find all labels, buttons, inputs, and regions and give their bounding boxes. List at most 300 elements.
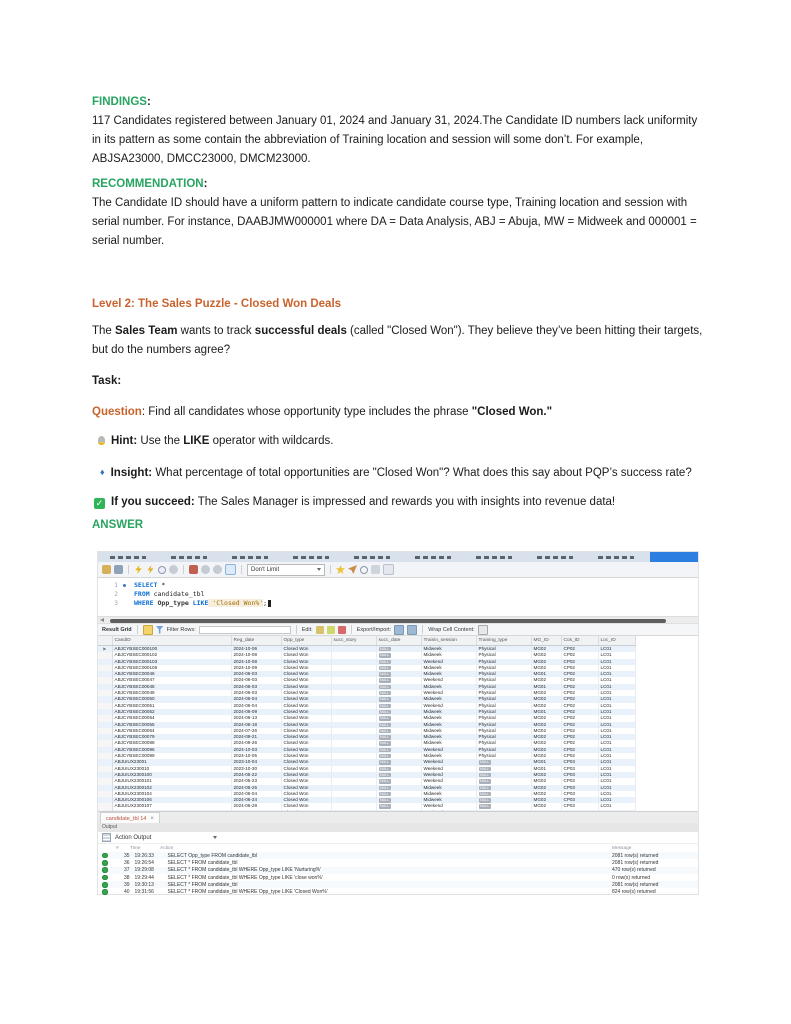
search-icon[interactable]	[360, 566, 368, 574]
cell-opp-type[interactable]: Closed Won	[281, 803, 331, 809]
stack-icon	[102, 833, 111, 842]
cell-training-type[interactable]: Physical	[476, 753, 531, 759]
cell-reg-date[interactable]: 2024-06-28	[231, 803, 281, 809]
cell-cos-id[interactable]: CP02	[561, 690, 598, 696]
column-header[interactable]: Loc_ID	[598, 636, 635, 646]
sql-line-1: 1 SELECT *	[114, 581, 166, 589]
cell-cos-id[interactable]: CP02	[561, 709, 598, 715]
cell-candid[interactable]: ABJCYBSEC00046	[112, 671, 231, 677]
cell-trainin-session[interactable]: Weekend	[421, 659, 476, 665]
cell-loc-id[interactable]: LC01	[598, 785, 635, 791]
scroll-left-icon[interactable]	[100, 618, 104, 622]
cell-loc-id[interactable]: LC01	[598, 696, 635, 702]
cell-cos-id[interactable]: CP03	[561, 759, 598, 765]
execute-query-icon[interactable]	[134, 565, 143, 574]
cell-loc-id[interactable]: LC01	[598, 703, 635, 709]
cell-training-type[interactable]: Physical	[476, 709, 531, 715]
cell-reg-date[interactable]: 2024-09-21	[231, 734, 281, 740]
column-header[interactable]: Opp_type	[281, 636, 331, 646]
cell-trainin-session[interactable]: Midweek	[421, 646, 476, 653]
cell-cos-id[interactable]: CP02	[561, 722, 598, 728]
cell-reg-date[interactable]: 2024-06-04	[231, 696, 281, 702]
cell-candid[interactable]: ABJCYBSEC00051	[112, 703, 231, 709]
cell-trainin-session[interactable]: Weekend	[421, 747, 476, 753]
cell-training-type[interactable]: Physical	[476, 690, 531, 696]
invisible-characters-icon[interactable]	[371, 565, 380, 574]
commit-icon[interactable]	[201, 565, 210, 574]
cell-opp-type[interactable]: Closed Won	[281, 665, 331, 671]
cell-candid[interactable]: ABJUIUX2300101	[112, 778, 231, 784]
column-header[interactable]: succ_date	[376, 636, 421, 646]
answer-heading: ANSWER	[92, 519, 144, 531]
cell-candid[interactable]: ABJCYBSEC00052	[112, 709, 231, 715]
cell-mg-id[interactable]: MG02	[531, 652, 561, 658]
chevron-down-icon	[213, 836, 217, 839]
cell-cos-id[interactable]: CP03	[561, 772, 598, 778]
cell-cos-id[interactable]: CP02	[561, 734, 598, 740]
output-log-row[interactable]: 36 19:26:54 SELECT * FROM candidate_tbl 2081 row(s) returned	[98, 859, 698, 866]
cell-reg-date[interactable]: 2024-10-08	[231, 659, 281, 665]
cell-loc-id[interactable]: LC01	[598, 728, 635, 734]
cell-cos-id[interactable]: CP03	[561, 778, 598, 784]
cell-candid[interactable]: ABJCYBSEC00079	[112, 734, 231, 740]
cell-succ-date[interactable]	[376, 646, 421, 653]
workbench-screenshot	[97, 551, 699, 895]
query-tab[interactable]	[598, 556, 634, 559]
cell-trainin-session[interactable]: Midweek	[421, 785, 476, 791]
null-badge: NULL	[480, 766, 490, 771]
cell-candid[interactable]: ABJCYBSEC00088	[112, 740, 231, 746]
cell-opp-type[interactable]: Closed Won	[281, 753, 331, 759]
null-badge: NULL	[380, 766, 390, 771]
export-import-label: Export/Import:	[356, 626, 392, 633]
cell-loc-id[interactable]: LC01	[598, 803, 635, 809]
cell-opp-type[interactable]: Closed Won	[281, 684, 331, 690]
cell-cos-id[interactable]: CP02	[561, 665, 598, 671]
cell-candid[interactable]: ABJCYBSEC00096	[112, 747, 231, 753]
cell-mg-id[interactable]: MG02	[531, 646, 561, 653]
cell-loc-id[interactable]: LC01	[598, 690, 635, 696]
cell-trainin-session[interactable]: Midweek	[421, 740, 476, 746]
edit-label: Edit:	[301, 626, 313, 633]
diamond-icon: ♦	[100, 467, 105, 477]
cell-opp-type[interactable]: Closed Won	[281, 659, 331, 665]
stop-on-error-icon[interactable]	[189, 565, 198, 574]
cell-reg-date[interactable]: 2024-05-25	[231, 785, 281, 791]
cell-opp-type[interactable]: Closed Won	[281, 696, 331, 702]
cell-trainin-session[interactable]: Midweek	[421, 797, 476, 803]
cell-cos-id[interactable]: CP02	[561, 696, 598, 702]
column-header[interactable]: CandID	[112, 636, 231, 646]
cell-reg-date[interactable]: 2024-06-09	[231, 709, 281, 715]
cell-cos-id[interactable]: CP02	[561, 671, 598, 677]
cell-opp-type[interactable]: Closed Won	[281, 709, 331, 715]
cell-mg-id[interactable]: MG02	[531, 791, 561, 797]
cell-mg-id[interactable]: MG02	[531, 690, 561, 696]
cell-mg-id[interactable]: MG02	[531, 772, 561, 778]
cell-candid[interactable]: ABJCYBSEC000103	[112, 659, 231, 665]
add-row-icon[interactable]	[327, 626, 335, 634]
query-tab[interactable]	[354, 556, 390, 559]
column-header[interactable]: Training_type	[476, 636, 531, 646]
open-script-icon[interactable]	[102, 565, 111, 574]
column-header[interactable]: succ_story	[331, 636, 376, 646]
cell-cos-id[interactable]: CP03	[561, 791, 598, 797]
cell-trainin-session[interactable]: Weekend	[421, 778, 476, 784]
cell-reg-date[interactable]: 2024-06-03	[231, 684, 281, 690]
cell-trainin-session[interactable]: Midweek	[421, 709, 476, 715]
cell-mg-id[interactable]: MG02	[531, 778, 561, 784]
cell-reg-date[interactable]: 2024-06-24	[231, 797, 281, 803]
sql-editor[interactable]	[98, 578, 698, 620]
null-badge: NULL	[380, 697, 390, 702]
query-tab[interactable]	[293, 556, 329, 559]
cell-opp-type[interactable]: Closed Won	[281, 759, 331, 765]
wrap-text-icon[interactable]	[383, 564, 394, 575]
cell-candid[interactable]: ABJCYBSEC000106	[112, 665, 231, 671]
null-badge: NULL	[380, 653, 390, 658]
cell-trainin-session[interactable]: Weekend	[421, 703, 476, 709]
success-status-icon	[102, 860, 108, 866]
cell-opp-type[interactable]: Closed Won	[281, 778, 331, 784]
cell-training-type[interactable]: Physical	[476, 734, 531, 740]
active-query-tab[interactable]	[650, 552, 698, 562]
output-log-row[interactable]: 39 19:30:13 SELECT * FROM candidate_tbl 2081 row(s) returned	[98, 881, 698, 888]
output-selector[interactable]: Action Output	[98, 832, 698, 844]
null-badge: NULL	[380, 728, 390, 733]
output-log-row[interactable]: 37 19:29:08 SELECT * FROM candidate_tbl WHERE Opp_type LIKE 'Nurturing%' 470 row(s) returned	[98, 867, 698, 874]
insight-line: ♦ Insight: What percentage of total opportunities are "Closed Won"? What does this say about PQP’s success rate?	[100, 467, 692, 479]
output-panel	[98, 823, 698, 894]
null-badge: NULL	[380, 678, 390, 683]
success-status-icon	[102, 875, 108, 881]
cell-opp-type[interactable]: Closed Won	[281, 785, 331, 791]
cell-trainin-session[interactable]: Midweek	[421, 684, 476, 690]
explain-plan-icon[interactable]	[158, 566, 166, 574]
cell-loc-id[interactable]: LC01	[598, 722, 635, 728]
cell-candid[interactable]: ABJCYBSEC00049	[112, 690, 231, 696]
cell-candid[interactable]: ABJCYBSEC00055	[112, 722, 231, 728]
cell-mg-id[interactable]: MG01	[531, 766, 561, 772]
cell-mg-id[interactable]: MG02	[531, 703, 561, 709]
cell-cos-id[interactable]: CP02	[561, 652, 598, 658]
cell-opp-type[interactable]: Closed Won	[281, 722, 331, 728]
cell-opp-type[interactable]: Closed Won	[281, 677, 331, 683]
null-badge: NULL	[380, 672, 390, 677]
cell-reg-date[interactable]: 2024-06-13	[231, 715, 281, 721]
cell-loc-id[interactable]: LC01	[598, 797, 635, 803]
table-row[interactable]	[98, 646, 635, 653]
cell-loc-id[interactable]: LC01	[598, 740, 635, 746]
cell-opp-type[interactable]: Closed Won	[281, 766, 331, 772]
scrollbar-thumb[interactable]	[110, 619, 666, 623]
cell-candid[interactable]: ABJUIUX2300100	[112, 772, 231, 778]
cell-loc-id[interactable]: LC01	[598, 665, 635, 671]
sql-line-2: 2 FROM candidate_tbl	[114, 590, 205, 598]
cell-trainin-session[interactable]: Weekend	[421, 677, 476, 683]
cell-reg-date[interactable]: 2024-10-09	[231, 665, 281, 671]
cell-cos-id[interactable]: CP02	[561, 703, 598, 709]
output-log-row[interactable]: 35 19:26:33 SELECT Opp_type FROM candidate_tbl 2081 row(s) returned	[98, 852, 698, 859]
cell-cos-id[interactable]: CP03	[561, 803, 598, 809]
output-log-row[interactable]: 40 19:31:56 SELECT * FROM candidate_tbl WHERE Opp_type LIKE 'Closed Won%' 824 row(s) returned	[98, 888, 698, 895]
query-tab[interactable]	[537, 556, 573, 559]
close-icon[interactable]: ×	[150, 815, 154, 822]
null-badge: NULL	[480, 804, 490, 809]
cell-candid[interactable]: ABJUIUX23001	[112, 759, 231, 765]
check-icon: ✓	[95, 498, 104, 508]
cell-trainin-session[interactable]: Weekend	[421, 803, 476, 809]
cell-mg-id[interactable]: MG02	[531, 677, 561, 683]
cell-trainin-session[interactable]: Weekend	[421, 772, 476, 778]
cell-candid[interactable]: ABJCYBSEC00099	[112, 753, 231, 759]
cell-opp-type[interactable]: Closed Won	[281, 715, 331, 721]
cell-opp-type[interactable]: Closed Won	[281, 791, 331, 797]
cell-cos-id[interactable]: CP02	[561, 684, 598, 690]
cell-mg-id[interactable]: MG02	[531, 747, 561, 753]
cell-opp-type[interactable]: Closed Won	[281, 772, 331, 778]
cell-mg-id[interactable]: MG02	[531, 715, 561, 721]
cell-candid[interactable]: ABJCYBSEC000100	[112, 646, 231, 653]
cell-reg-date[interactable]: 2023-10-04	[231, 759, 281, 765]
cell-trainin-session[interactable]: Midweek	[421, 715, 476, 721]
cell-cos-id[interactable]: CP03	[561, 766, 598, 772]
query-tab[interactable]	[232, 556, 268, 559]
find-panel-icon[interactable]	[348, 565, 357, 574]
cell-opp-type[interactable]: Closed Won	[281, 740, 331, 746]
cell-reg-date[interactable]: 2024-10-03	[231, 747, 281, 753]
cell-trainin-session[interactable]: Midweek	[421, 671, 476, 677]
cell-loc-id[interactable]: LC01	[598, 759, 635, 765]
cell-training-type[interactable]: Physical	[476, 703, 531, 709]
delete-row-icon[interactable]	[338, 626, 346, 634]
result-tab-candidate-tbl[interactable]: candidate_tbl 14 ×	[100, 812, 160, 824]
null-badge: NULL	[380, 703, 390, 708]
cell-trainin-session[interactable]: Midweek	[421, 791, 476, 797]
cell-mg-id[interactable]: MG02	[531, 740, 561, 746]
cell-candid[interactable]: ABJUIUX230010	[112, 766, 231, 772]
cell-loc-id[interactable]: LC01	[598, 766, 635, 772]
cell-mg-id[interactable]: MG01	[531, 709, 561, 715]
cell-loc-id[interactable]: LC01	[598, 659, 635, 665]
cell-opp-type[interactable]: Closed Won	[281, 690, 331, 696]
cell-reg-date[interactable]: 2024-06-03	[231, 677, 281, 683]
cell-opp-type[interactable]: Closed Won	[281, 797, 331, 803]
null-badge: NULL	[380, 659, 390, 664]
cell-mg-id[interactable]: MG02	[531, 797, 561, 803]
column-header[interactable]: Reg_date	[231, 636, 281, 646]
cell-trainin-session[interactable]: Weekend	[421, 759, 476, 765]
cell-cos-id[interactable]: CP03	[561, 785, 598, 791]
cell-mg-id[interactable]: MG02	[531, 785, 561, 791]
cell-reg-date[interactable]: 2024-09-26	[231, 740, 281, 746]
filter-icon[interactable]	[156, 626, 164, 634]
cell-reg-date[interactable]: 2024-06-04	[231, 791, 281, 797]
cell-loc-id[interactable]: LC01	[598, 734, 635, 740]
cell-reg-date[interactable]: 2024-06-03	[231, 671, 281, 677]
cell-loc-id[interactable]: LC01	[598, 684, 635, 690]
cell-training-type[interactable]: Physical	[476, 715, 531, 721]
cell-training-type[interactable]: Physical	[476, 652, 531, 658]
cell-mg-id[interactable]: MG02	[531, 665, 561, 671]
cell-opp-type[interactable]: Closed Won	[281, 671, 331, 677]
cell-opp-type[interactable]: Closed Won	[281, 747, 331, 753]
cell-cos-id[interactable]: CP02	[561, 646, 598, 653]
cell-training-type[interactable]: Physical	[476, 665, 531, 671]
cell-mg-id[interactable]: MG02	[531, 734, 561, 740]
cell-mg-id[interactable]: MG02	[531, 696, 561, 702]
save-script-icon[interactable]	[114, 565, 123, 574]
cell-candid[interactable]: ABJCYBSEC00054	[112, 715, 231, 721]
column-header[interactable]: Trainin_session	[421, 636, 476, 646]
cell-training-type[interactable]: Physical	[476, 659, 531, 665]
rollback-icon[interactable]	[213, 565, 222, 574]
cell-trainin-session[interactable]: Weekend	[421, 766, 476, 772]
cell-reg-date[interactable]: 2024-10-08	[231, 652, 281, 658]
column-header[interactable]: Cos_ID	[561, 636, 598, 646]
cell-cos-id[interactable]: CP02	[561, 659, 598, 665]
output-panel-label: Output	[98, 823, 698, 832]
cell-reg-date[interactable]: 2024-10-06	[231, 646, 281, 653]
chevron-down-icon	[317, 568, 321, 571]
cell-mg-id[interactable]: MG02	[531, 659, 561, 665]
cell-mg-id[interactable]: MG01	[531, 671, 561, 677]
hint-line: Hint: Use the LIKE operator with wildcards.	[92, 432, 706, 451]
cell-trainin-session[interactable]: Midweek	[421, 652, 476, 658]
cell-loc-id[interactable]: LC01	[598, 646, 635, 653]
cell-training-type[interactable]: Physical	[476, 722, 531, 728]
cell-training-type[interactable]: Physical	[476, 677, 531, 683]
cell-loc-id[interactable]: LC01	[598, 753, 635, 759]
query-tab[interactable]	[415, 556, 451, 559]
export-icon[interactable]	[394, 625, 404, 635]
cell-training-type[interactable]: Physical	[476, 728, 531, 734]
cell-training-type[interactable]: Physical	[476, 696, 531, 702]
cell-cos-id[interactable]: CP02	[561, 677, 598, 683]
cell-candid[interactable]: ABJCYBSEC00047	[112, 677, 231, 683]
cell-mg-id[interactable]: MG02	[531, 753, 561, 759]
beautify-script-icon[interactable]	[336, 565, 345, 574]
sql-editor-toolbar	[98, 562, 698, 578]
null-badge: NULL	[380, 760, 390, 765]
cell-cos-id[interactable]: CP02	[561, 740, 598, 746]
wrap-content-icon[interactable]	[478, 625, 488, 635]
cell-trainin-session[interactable]: Midweek	[421, 734, 476, 740]
execute-current-statement-icon[interactable]	[146, 565, 155, 574]
column-header[interactable]: MG_ID	[531, 636, 561, 646]
cell-reg-date[interactable]: 2024-10-05	[231, 753, 281, 759]
cell-candid[interactable]: ABJUIUX2300102	[112, 785, 231, 791]
query-tab[interactable]	[171, 556, 207, 559]
cell-training-type[interactable]: Physical	[476, 646, 531, 653]
cell-trainin-session[interactable]: Midweek	[421, 696, 476, 702]
null-badge: NULL	[480, 779, 490, 784]
cell-reg-date[interactable]: 2024-05-22	[231, 772, 281, 778]
cell-opp-type[interactable]: Closed Won	[281, 728, 331, 734]
wrap-cell-content-label: Wrap Cell Content:	[428, 626, 475, 633]
cell-opp-type[interactable]: Closed Won	[281, 703, 331, 709]
cell-trainin-session[interactable]: Midweek	[421, 728, 476, 734]
cell-loc-id[interactable]: LC01	[598, 778, 635, 784]
filter-rows-input[interactable]	[199, 626, 291, 634]
cell-mg-id[interactable]: MG02	[531, 803, 561, 809]
cell-cos-id[interactable]: CP02	[561, 715, 598, 721]
cell-reg-date[interactable]: 2024-07-26	[231, 728, 281, 734]
cell-mg-id[interactable]: MG01	[531, 684, 561, 690]
grid-view-icon[interactable]	[143, 625, 153, 635]
cell-loc-id[interactable]: LC01	[598, 677, 635, 683]
cell-mg-id[interactable]: MG01	[531, 759, 561, 765]
cell-mg-id[interactable]: MG02	[531, 728, 561, 734]
toolbar-separator	[137, 625, 138, 634]
query-tab[interactable]	[110, 556, 146, 559]
cell-reg-date[interactable]: 2024-06-18	[231, 722, 281, 728]
null-badge: NULL	[380, 741, 390, 746]
row-selector[interactable]: ▶	[98, 646, 112, 653]
import-icon[interactable]	[407, 625, 417, 635]
cell-trainin-session[interactable]: Midweek	[421, 753, 476, 759]
cell-loc-id[interactable]: LC01	[598, 715, 635, 721]
cell-loc-id[interactable]: LC01	[598, 652, 635, 658]
cell-succ-story[interactable]	[331, 646, 376, 653]
cell-candid[interactable]: ABJUIUX2300104	[112, 791, 231, 797]
stop-query-icon[interactable]	[169, 565, 178, 574]
cell-loc-id[interactable]: LC01	[598, 772, 635, 778]
null-badge: NULL	[480, 798, 490, 803]
cell-cos-id[interactable]: CP03	[561, 797, 598, 803]
cell-candid[interactable]: ABJUIUX2300106	[112, 797, 231, 803]
cell-opp-type[interactable]: Closed Won	[281, 734, 331, 740]
cell-loc-id[interactable]: LC01	[598, 671, 635, 677]
cell-trainin-session[interactable]: Midweek	[421, 722, 476, 728]
cell-reg-date[interactable]: 2024-06-03	[231, 690, 281, 696]
output-log-row[interactable]: 38 19:29:44 SELECT * FROM candidate_tbl WHERE Opp_type LIKE 'close won%' 0 row(s) returned	[98, 874, 698, 881]
cell-loc-id[interactable]: LC01	[598, 747, 635, 753]
cell-loc-id[interactable]: LC01	[598, 709, 635, 715]
cell-opp-type[interactable]: Closed Won	[281, 646, 331, 653]
cell-reg-date[interactable]: 2024-05-23	[231, 778, 281, 784]
cell-loc-id[interactable]: LC01	[598, 791, 635, 797]
null-badge: NULL	[380, 684, 390, 689]
null-badge: NULL	[380, 722, 390, 727]
cell-candid[interactable]: ABJCYBSEC00048	[112, 684, 231, 690]
edit-cell-icon[interactable]	[316, 626, 324, 634]
cell-cos-id[interactable]: CP02	[561, 728, 598, 734]
cell-reg-date[interactable]: 2024-06-04	[231, 703, 281, 709]
cell-cos-id[interactable]: CP02	[561, 747, 598, 753]
null-badge: NULL	[380, 647, 390, 651]
cell-reg-date[interactable]: 2023-10-30	[231, 766, 281, 772]
cell-cos-id[interactable]: CP02	[561, 753, 598, 759]
toolbar-separator	[296, 625, 297, 634]
cell-trainin-session[interactable]: Weekend	[421, 690, 476, 696]
cell-mg-id[interactable]: MG02	[531, 722, 561, 728]
cell-training-type[interactable]: Physical	[476, 671, 531, 677]
row-limit-dropdown[interactable]: Don't Limit	[247, 564, 325, 576]
cell-trainin-session[interactable]: Midweek	[421, 665, 476, 671]
cell-training-type[interactable]: Physical	[476, 747, 531, 753]
query-tab[interactable]	[476, 556, 512, 559]
toggle-autocommit-icon[interactable]	[225, 564, 236, 575]
cell-training-type[interactable]: Physical	[476, 740, 531, 746]
cell-candid[interactable]: ABJUIUX2300107	[112, 803, 231, 809]
cell-candid[interactable]: ABJCYBSEC000102	[112, 652, 231, 658]
cell-opp-type[interactable]: Closed Won	[281, 652, 331, 658]
null-badge: NULL	[380, 665, 390, 670]
cell-training-type[interactable]: Physical	[476, 684, 531, 690]
cell-candid[interactable]: ABJCYBSEC00064	[112, 728, 231, 734]
cell-candid[interactable]: ABJCYBSEC00050	[112, 696, 231, 702]
